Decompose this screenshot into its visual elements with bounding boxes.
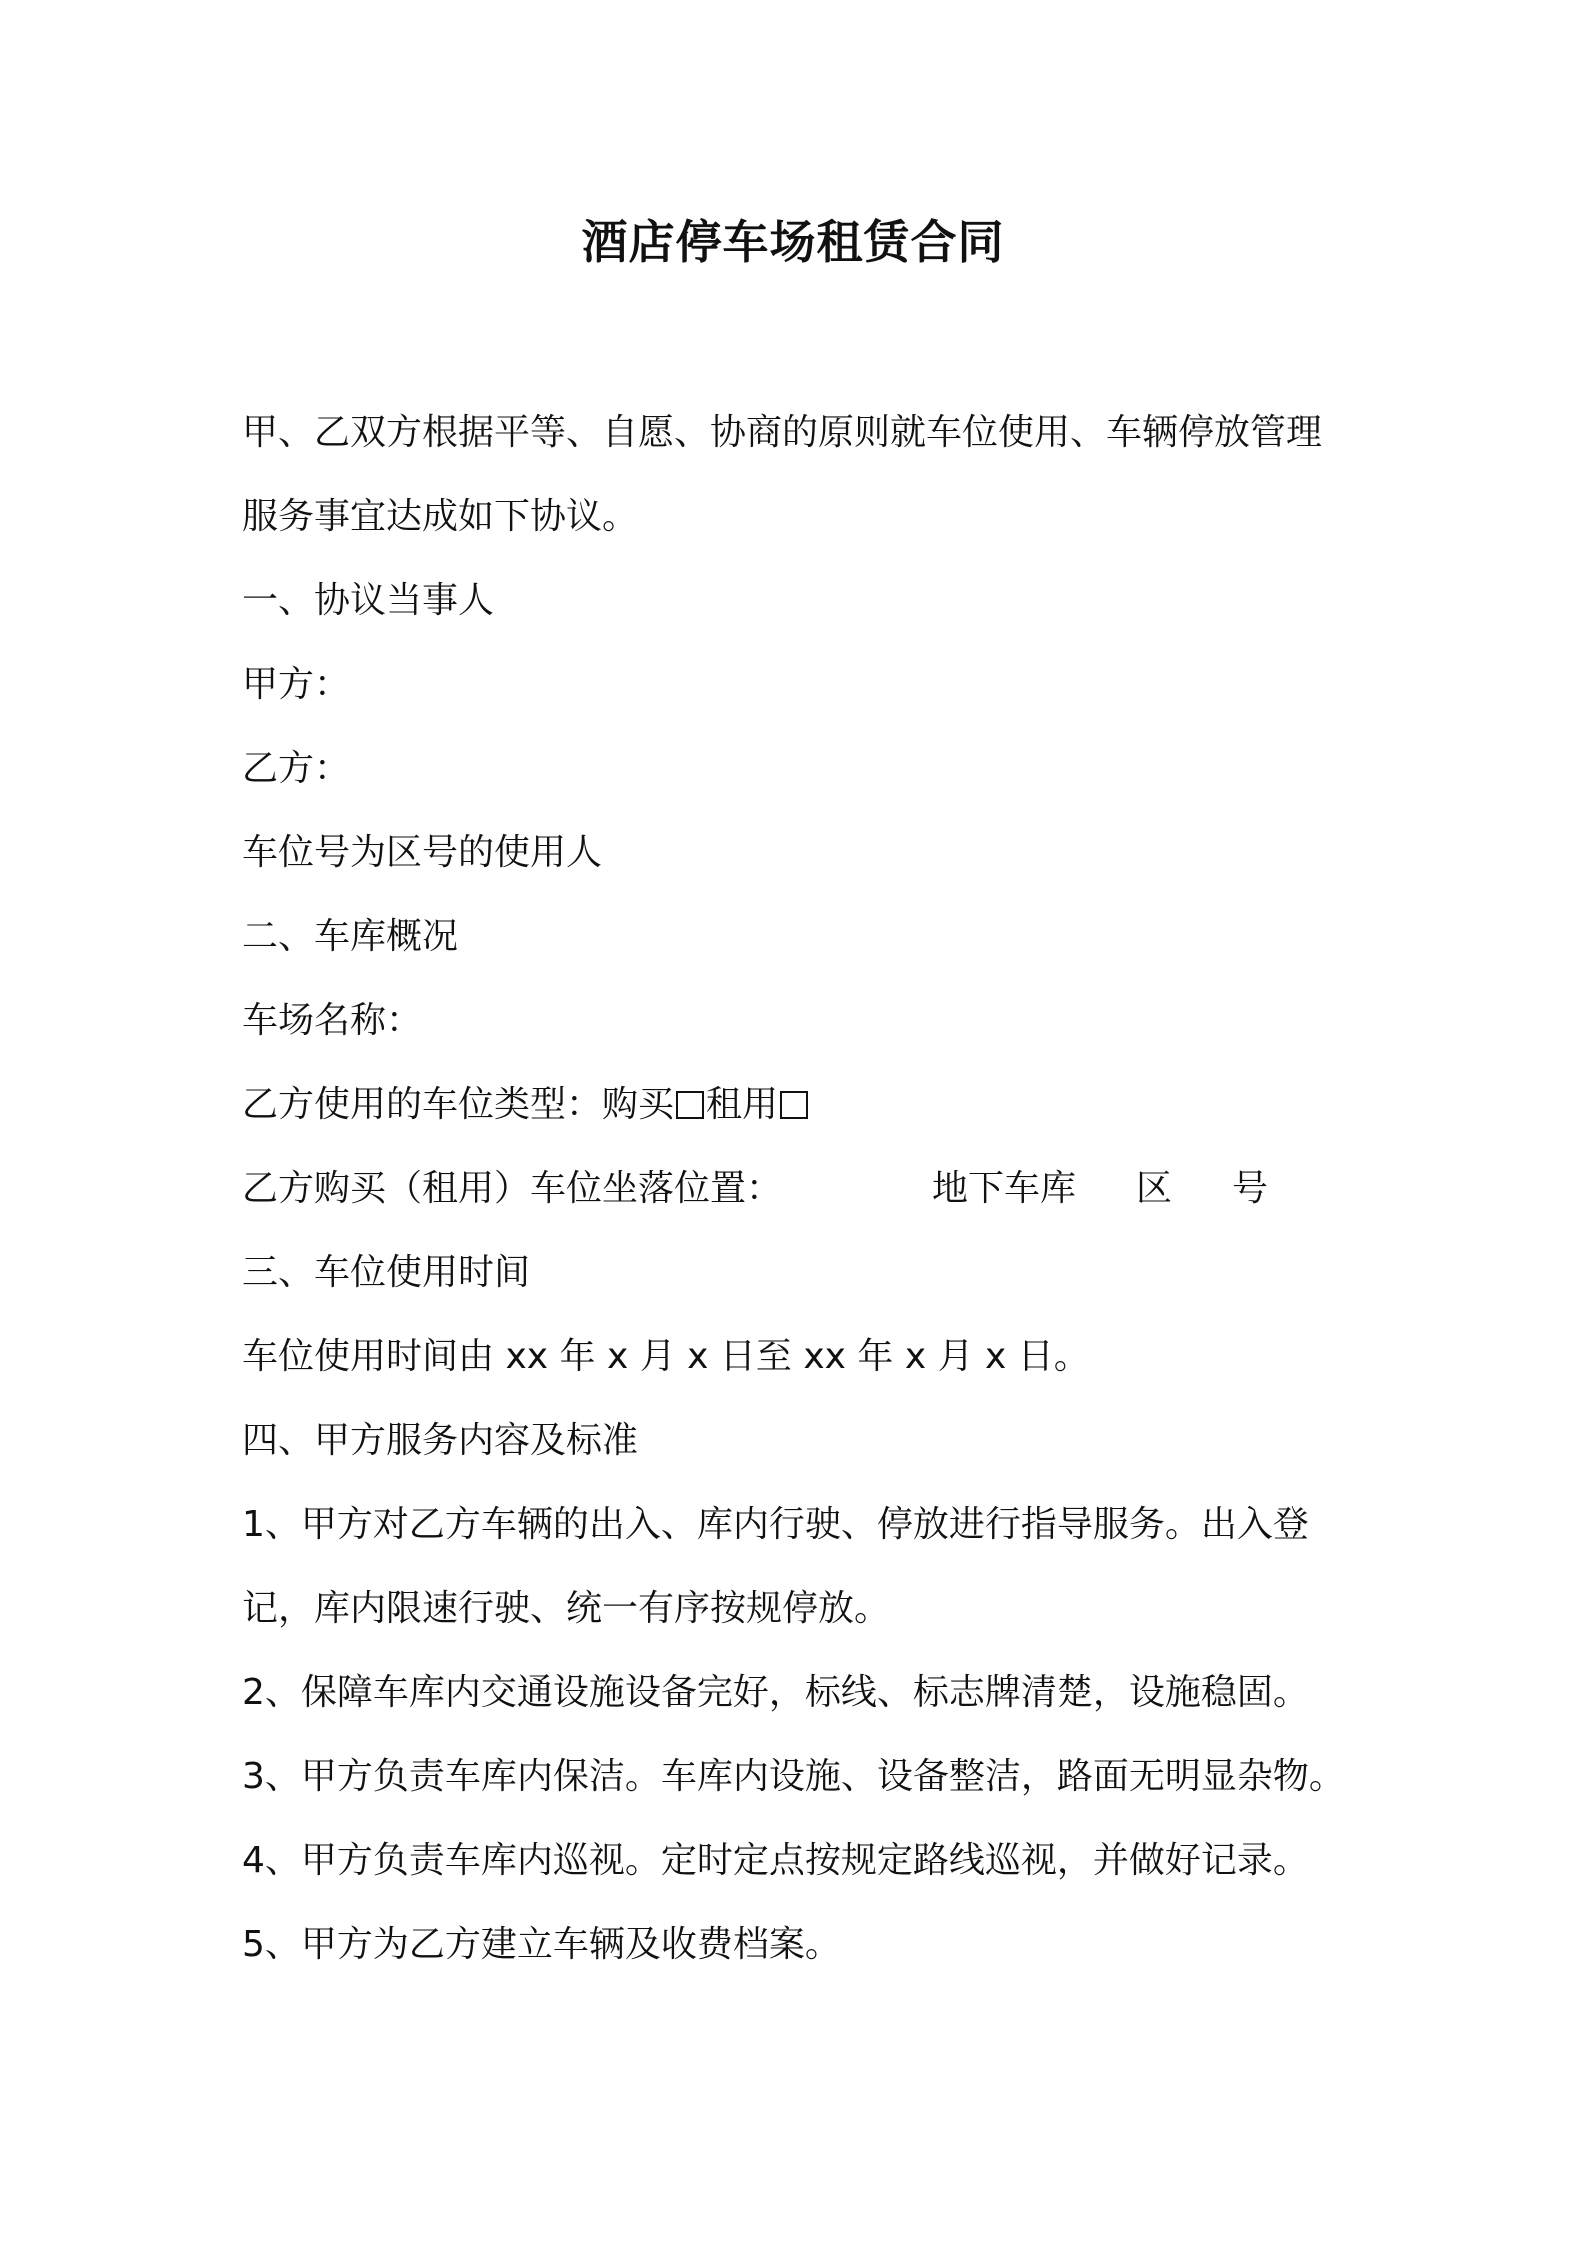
party-a-label: 甲方：	[242, 664, 351, 705]
section-1-heading: 一、协议当事人	[242, 580, 495, 621]
lot-name-label: 车场名称：	[242, 1000, 423, 1041]
location-number: 号	[1232, 1168, 1269, 1209]
location-label: 乙方购买（租用）车位坐落位置：	[242, 1168, 783, 1209]
location-row	[242, 1164, 1268, 1214]
section-2-heading: 二、车库概况	[242, 916, 459, 957]
service-item-5: 5、甲方为乙方建立车辆及收费档案。	[242, 1924, 841, 1965]
service-item-4: 4、甲方负责车库内巡视。定时定点按规定路线巡视，并做好记录。	[242, 1840, 1309, 1881]
intro-line-2: 服务事宜达成如下协议。	[242, 496, 639, 537]
location-zone: 区	[1136, 1168, 1173, 1209]
purchase-checkbox[interactable]	[676, 1091, 704, 1119]
location-garage: 地下车库	[932, 1168, 1077, 1209]
service-item-3: 3、甲方负责车库内保洁。车库内设施、设备整洁，路面无明显杂物。	[242, 1756, 1345, 1797]
section-4-heading: 四、甲方服务内容及标准	[242, 1420, 639, 1461]
intro-line-1: 甲、乙双方根据平等、自愿、协商的原则就车位使用、车辆停放管理	[242, 412, 1323, 453]
document-title: 酒店停车场租赁合同	[581, 215, 1005, 269]
rent-checkbox[interactable]	[780, 1091, 808, 1119]
space-type-label: 乙方使用的车位类型：购买	[242, 1084, 675, 1125]
rent-option-label: 租用	[706, 1084, 779, 1125]
service-item-1-line-2: 记，库内限速行驶、统一有序按规停放。	[242, 1588, 891, 1629]
space-type-row	[242, 1080, 810, 1130]
space-user-note: 车位号为区号的使用人	[242, 832, 603, 873]
service-item-1-line-1: 1、甲方对乙方车辆的出入、库内行驶、停放进行指导服务。出入登	[242, 1504, 1309, 1545]
section-3-heading: 三、车位使用时间	[242, 1252, 531, 1293]
usage-period: 车位使用时间由 xx 年 x 月 x 日至 xx 年 x 月 x 日。	[242, 1336, 1090, 1377]
party-b-label: 乙方：	[242, 748, 351, 789]
service-item-2: 2、保障车库内交通设施设备完好，标线、标志牌清楚，设施稳固。	[242, 1672, 1309, 1713]
